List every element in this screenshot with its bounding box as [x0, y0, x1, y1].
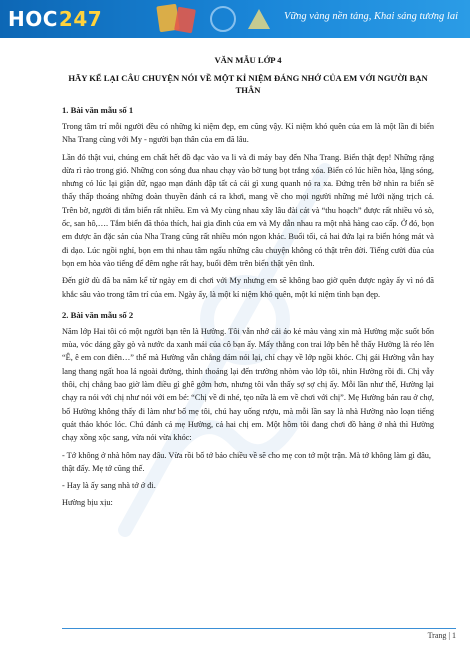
dialogue-line: Hường bịu xịu:: [62, 498, 113, 508]
document-title: HÃY KỂ LẠI CÂU CHUYỆN NÓI VỀ MỘT KỈ NIỆM ĐÁNG NHỚ CỦA EM VỚI NGƯỜI BẠN THÂN: [68, 73, 428, 95]
logo-text: HOC: [8, 7, 58, 31]
page-number: Trang | 1: [427, 631, 456, 640]
document-category: VĂN MẪU LỚP 4: [214, 55, 282, 65]
site-logo[interactable]: [8, 7, 102, 31]
dialogue-line: - Hay là ấy sang nhà tớ ở đi.: [62, 481, 156, 491]
section-heading-2: 2. Bài văn mẫu số 2: [62, 309, 134, 320]
section-heading-1: 1. Bài văn mẫu số 1: [62, 105, 134, 115]
site-header: [0, 0, 470, 38]
paragraph: Lần đó thật vui, chúng em chất hết đồ đạc vào va li và đi máy bay đến Nha Trang. Biển thật đẹp! Những rặng dừa rì rào trong gió. Những con sóng đua nhau chạy vào bờ tung bọt trắng xóa. Biển có lúc hiền hòa, lặng sóng, nhưng có lúc lại giận dữ, ngạo mạn đánh đập tất cả cái gì xung quanh nó ra xa. Đứng trên bờ nhìn ra biển sẽ thấy thấp thoáng những đoàn thuyền đánh cá ra khơi, mang về cho mọi người những mẻ lưới nặng trịch cá. Trên bờ, người đi tắm biển rất nhiều. Em và My cùng nhau xây lâu đài cát và “thu hoạch” được rất nhiều vỏ sò, ốc, san hô,…. Tắm biển đã thỏa thích, hai gia đình của em và My dẫn nhau ra một nhà hàng cao cấp. Ở đó, bọn em được ăn đặc sản của Nha Trang cũng rất nhiều món ngon khác. Buổi tối, cả hai đứa lại ra biển hóng mát và đi dạo. Lúc ngồi nghỉ, bọn em thi nhau tâm ngẩu những câu chuyện không có thật trên đời. Tiếng cười đùa của bọn em hòa vào tiếng để đêm nghe rất hay, buổi đêm trên biển thật yên tĩnh.: [62, 152, 434, 268]
paragraph: Đến giờ dù đã ba năm kể từ ngày em đi chơi với My nhưng em sẽ không bao giờ quên được ngày ấy vì nó đã khắc sâu vào trong tâm trí của em. Ngày ấy, là một kỉ niệm khó quên, một kỉ niệm tình bạn đẹp.: [62, 276, 434, 299]
page-footer: [0, 628, 470, 642]
dialogue-line: - Tớ không ở nhà hôm nay đâu. Vừa rồi bố tớ bảo chiều về sẽ cho mẹ con tớ một trận. Mà tớ không làm gì đâu, thật đấy. Mẹ tớ cũng thế.: [62, 450, 431, 473]
logo-number: 247: [58, 7, 103, 31]
document-body: [62, 48, 434, 514]
paragraph: Trong tâm trí mỗi người đều có những kỉ niệm đẹp, em cũng vậy. Kỉ niệm khó quên của em là một lần đi biển Nha Trang cùng với My - người bạn thân của em đã lâu.: [62, 122, 434, 145]
paragraph: Năm lớp Hai tôi có một người bạn tên là Hường. Tôi vẫn nhớ cái áo kẻ màu vàng xin mà Hường mặc suốt bốn mùa, vóc dáng gầy gò và nước da xanh mái của cô bạn ấy. Mấy thằng con trai lớp bên hễ thấy Hường là réo lên “Ê, ê em con điên…” thế mà Hường vẫn chẳng dám nói lại, chỉ chạy về lớp ngồi khóc. Chị gái Hường vẫn hay lang thang ngất hoa lá ngoài đường, thỉnh thoảng lại đến trường nhòm vào lớp tôi, nhìn Hường rồi đi. Chị vẫy thôi, chị chẳng bao giờ làm điều gì ghê gớm hơn, nhưng tôi vẫn thấy sợ sợ chị ấy. Mỗi lần như thế, Hường lại chạy ra nói với chị như nói với em bé: “Chị về đi nhé, tẹo nữa là em về chơi với chị”. Mẹ Hường bán rau ở chợ, bố Hường không thấy đi làm như bố mẹ tôi, chú hay uống rượu, mà mỗi lần say là nhà Hường nào loạn tiếng quát tháo khóc lóc. Chú đánh cả mẹ Hường, cả hai chị em. Một hôm tôi đang chơi đồ hàng ở nhà thì Hường chạy xồng xộc sang, vừa nói vừa khóc:: [62, 326, 434, 443]
footer-divider: [62, 628, 456, 629]
atom-icon: [210, 6, 236, 32]
header-tagline: Vững vàng nền tảng, Khai sáng tương lai: [284, 11, 458, 22]
book-icon-2: [174, 7, 196, 34]
ruler-triangle-icon: [248, 9, 270, 29]
